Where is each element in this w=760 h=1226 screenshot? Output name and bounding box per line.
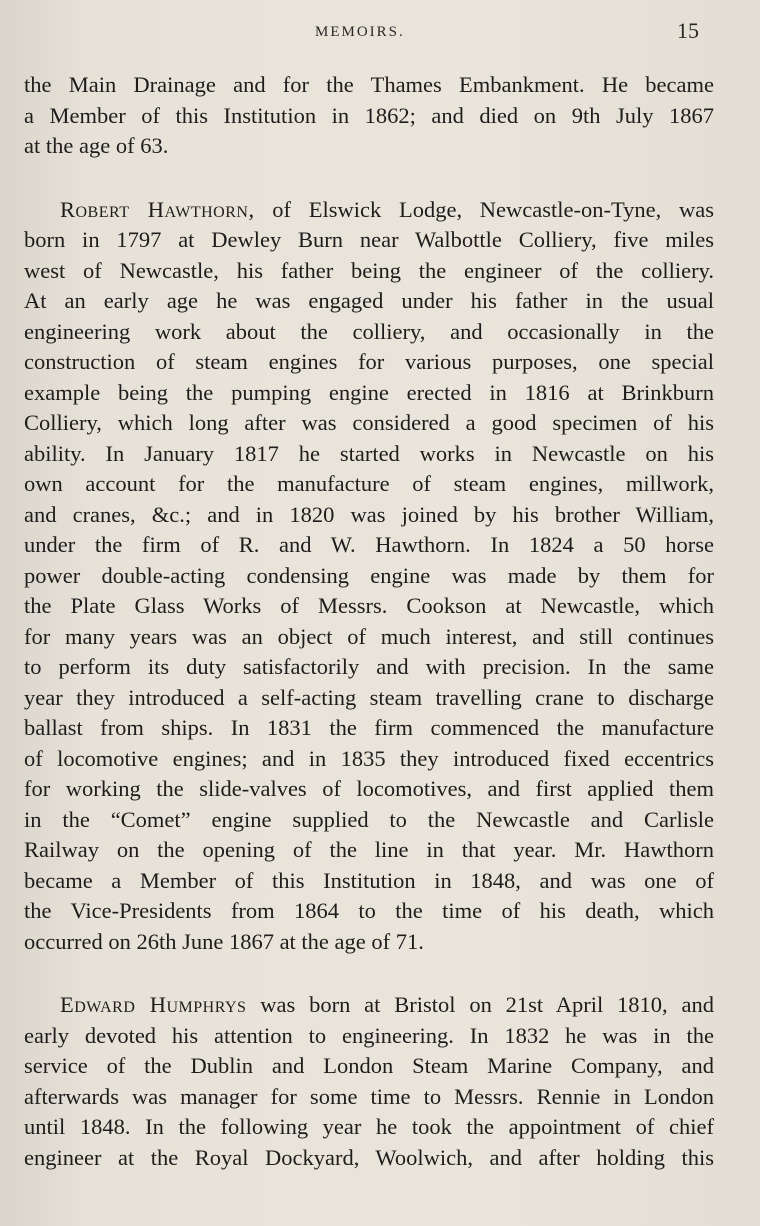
text-line: and cranes, &c.; and in 1820 was joined by his brother William, xyxy=(24,501,714,527)
memoir-edward-humphrys xyxy=(24,990,714,1173)
text-line: own account for the manufacture of steam engines, millwork, xyxy=(24,471,714,496)
text-line: Colliery, which long after was considered a good specimen of his xyxy=(24,410,714,435)
text-line: of locomotive engines; and in 1835 they introduced fixed eccentrics xyxy=(24,745,714,771)
text-line: to perform its duty satisfactorily and with precision. In the same xyxy=(24,654,714,679)
text-line: Railway on the opening of the line in that year. Mr. Hawthorn xyxy=(24,837,714,862)
text-line: ability. In January 1817 he started works in Newcastle on his xyxy=(24,440,714,466)
page-number: 15 xyxy=(677,18,699,43)
text-line: in the “Comet” engine supplied to the Newcastle and Carlisle xyxy=(24,806,714,832)
text-line: the Plate Glass Works of Messrs. Cookson at Newcastle, which xyxy=(24,593,714,618)
text-line: under the firm of R. and W. Hawthorn. In 1824 a 50 horse xyxy=(24,532,714,557)
page-header xyxy=(0,18,760,48)
text-line: engineering work about the colliery, and occasionally in the xyxy=(24,318,714,344)
memoir-name: Robert Hawthorn, xyxy=(60,196,255,222)
text-fragment: was born at Bristol on 21st April 1810, and xyxy=(246,992,714,1017)
memoir-robert-hawthorn xyxy=(24,195,714,958)
text-line: year they introduced a self-acting steam travelling crane to discharge xyxy=(24,684,714,710)
text-line: became a Member of this Institution in 1848, and was one of xyxy=(24,867,714,893)
text-line: the Main Drainage and for the Thames Embankment. He became xyxy=(24,72,714,97)
text-line: service of the Dublin and London Steam Marine Company, and xyxy=(24,1053,714,1078)
text-line: born in 1797 at Dewley Burn near Walbottle Colliery, five miles xyxy=(24,227,714,252)
text-line: ballast from ships. In 1831 the firm commenced the manufacture xyxy=(24,715,714,740)
text-line: engineer at the Royal Dockyard, Woolwich, and after holding this xyxy=(24,1144,714,1170)
text-line: for many years was an object of much interest, and still continues xyxy=(24,623,714,649)
memoir-name: Edward Humphrys xyxy=(60,992,247,1017)
text-line xyxy=(24,195,714,226)
text-line: early devoted his attention to engineering. In 1832 he was in the xyxy=(24,1022,714,1048)
text-line: a Member of this Institution in 1862; and died on 9th July 1867 xyxy=(24,102,714,128)
text-line: power double-acting condensing engine was made by them for xyxy=(24,562,714,588)
text-fragment: of Elswick Lodge, Newcastle-on-Tyne, was xyxy=(254,196,714,222)
text-line: the Vice-Presidents from 1864 to the time of his death, which xyxy=(24,898,714,923)
text-line: occurred on 26th June 1867 at the age of 71. xyxy=(24,928,424,954)
text-line: at the age of 63. xyxy=(24,133,169,158)
text-line: until 1848. In the following year he took the appointment of chief xyxy=(24,1114,714,1139)
text-line: for working the slide-valves of locomotives, and first applied them xyxy=(24,776,714,801)
text-line: afterwards was manager for some time to Messrs. Rennie in London xyxy=(24,1083,714,1109)
text-line: At an early age he was engaged under his father in the usual xyxy=(24,288,714,313)
text-line xyxy=(24,990,714,1021)
running-head: MEMOIRS. xyxy=(315,24,405,40)
body-text xyxy=(24,70,714,1173)
text-line: example being the pumping engine erected in 1816 at Brinkburn xyxy=(24,379,714,405)
paragraph-continuation xyxy=(24,70,714,162)
text-line: construction of steam engines for various purposes, one special xyxy=(24,349,714,374)
text-line: west of Newcastle, his father being the engineer of the colliery. xyxy=(24,257,714,283)
